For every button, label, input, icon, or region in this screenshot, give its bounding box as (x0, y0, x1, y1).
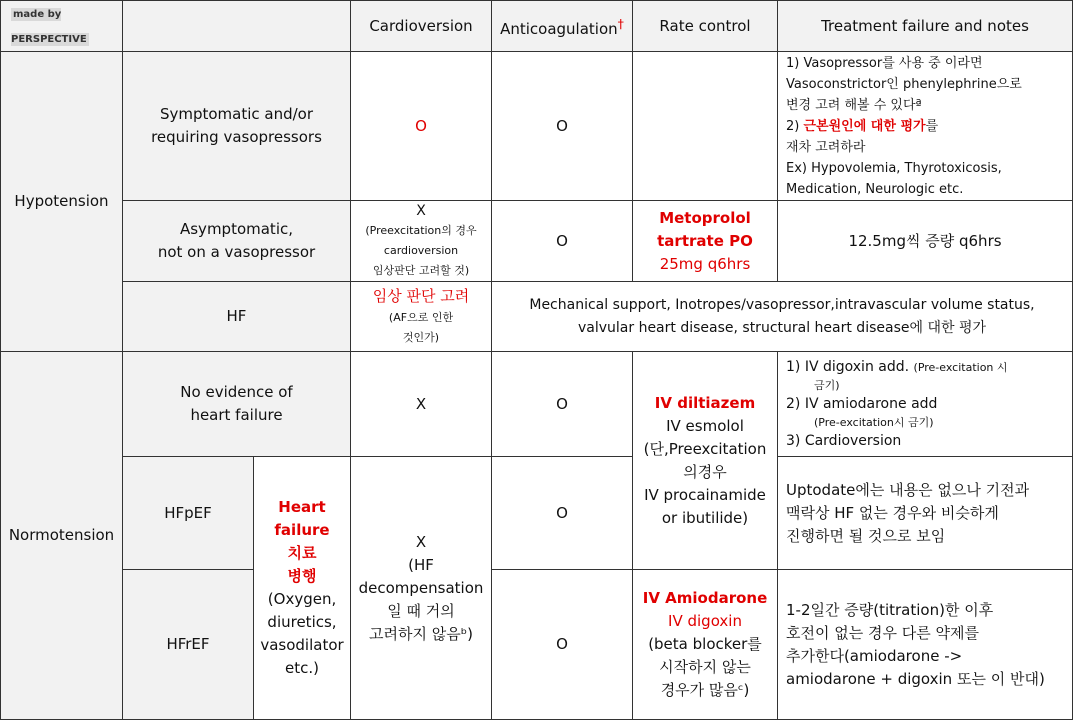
hfref-rate-control: IV Amiodarone IV digoxin (beta blocker를 시작하지 않는 경우가 많음ᶜ) (633, 570, 778, 720)
dagger-mark: † (617, 15, 624, 31)
header-anticoagulation-label: Anticoagulation (500, 19, 618, 38)
hypotension-label: Hypotension (1, 52, 123, 352)
asymptomatic-anticoagulation: O (492, 201, 633, 282)
asymptomatic-rate-control: Metoprolol tartrate PO 25mg q6hrs (633, 201, 778, 282)
hf-treatment: Heart failure 치료 병행 (Oxygen, diuretics, vasodilator etc.) (254, 457, 351, 720)
normotension-label: Normotension (1, 352, 123, 720)
symptomatic-cardioversion: O (351, 52, 492, 201)
condition-hfpef: HFpEF (123, 457, 254, 570)
hf-notes: Mechanical support, Inotropes/vasopressor,intravascular volume status, valvular heart disease, structural heart disease에 대한 평가 (492, 282, 1073, 352)
header-rate-control: Rate control (633, 1, 778, 52)
condition-asymptomatic: Asymptomatic, not on a vasopressor (123, 201, 351, 282)
condition-symptomatic: Symptomatic and/or requiring vasopressors (123, 52, 351, 201)
hf-cardioversion: 임상 판단 고려 (AF으로 인한 것인가) (351, 282, 492, 352)
hf-cardioversion-x: X (HF decompensation 일 때 거의 고려하지 않음ᵇ) (351, 457, 492, 720)
hfref-notes: 1-2일간 증량(titration)한 이후 호전이 없는 경우 다른 약제를 추가한다(amiodarone -> amiodarone + digoxin 또는 이 반대) (778, 570, 1073, 720)
header-anticoagulation (492, 1, 633, 52)
watermark: made by PERSPECTIVE (11, 9, 87, 45)
no-hf-cardioversion: X (351, 352, 492, 457)
hfref-anticoagulation: O (492, 570, 633, 720)
watermark-cell (1, 1, 123, 52)
blank-header (123, 1, 351, 52)
condition-no-hf: No evidence of heart failure (123, 352, 351, 457)
no-hf-notes: 1) IV digoxin add. (Pre-excitation 시 금기) 2) IV amiodarone add (Pre-excitation시 금기) 3) Cardioversion (778, 352, 1073, 457)
symptomatic-notes: 1) Vasopressor를 사용 중 이라면 Vasoconstrictor인 phenylephrine으로 변경 고려 해볼 수 있다ª 2) 근본원인에 대한 평가를 재차 고려하라 Ex) Hypovolemia, Thyrotoxicosis, Medication, Neurologic etc. (778, 52, 1073, 201)
hfpef-notes: Uptodate에는 내용은 없으나 기전과 맥락상 HF 없는 경우와 비슷하게 진행하면 될 것으로 보임 (778, 457, 1073, 570)
header-failure-notes: Treatment failure and notes (778, 1, 1073, 52)
condition-hf: HF (123, 282, 351, 352)
asymptomatic-notes: 12.5mg씩 증량 q6hrs (778, 201, 1073, 282)
symptomatic-rate-control (633, 52, 778, 201)
condition-hfref: HFrEF (123, 570, 254, 720)
header-cardioversion: Cardioversion (351, 1, 492, 52)
asymptomatic-cardioversion: X (Preexcitation의 경우 cardioversion 임상판단 고려할 것) (351, 201, 492, 282)
shared-rate-control: IV diltiazem IV esmolol (단,Preexcitation 의경우 IV procainamide or ibutilide) (633, 352, 778, 570)
symptomatic-anticoagulation: O (492, 52, 633, 201)
no-hf-anticoagulation: O (492, 352, 633, 457)
root-cause-evaluation: 근본원인에 대한 평가 (803, 118, 926, 134)
hfpef-anticoagulation: O (492, 457, 633, 570)
